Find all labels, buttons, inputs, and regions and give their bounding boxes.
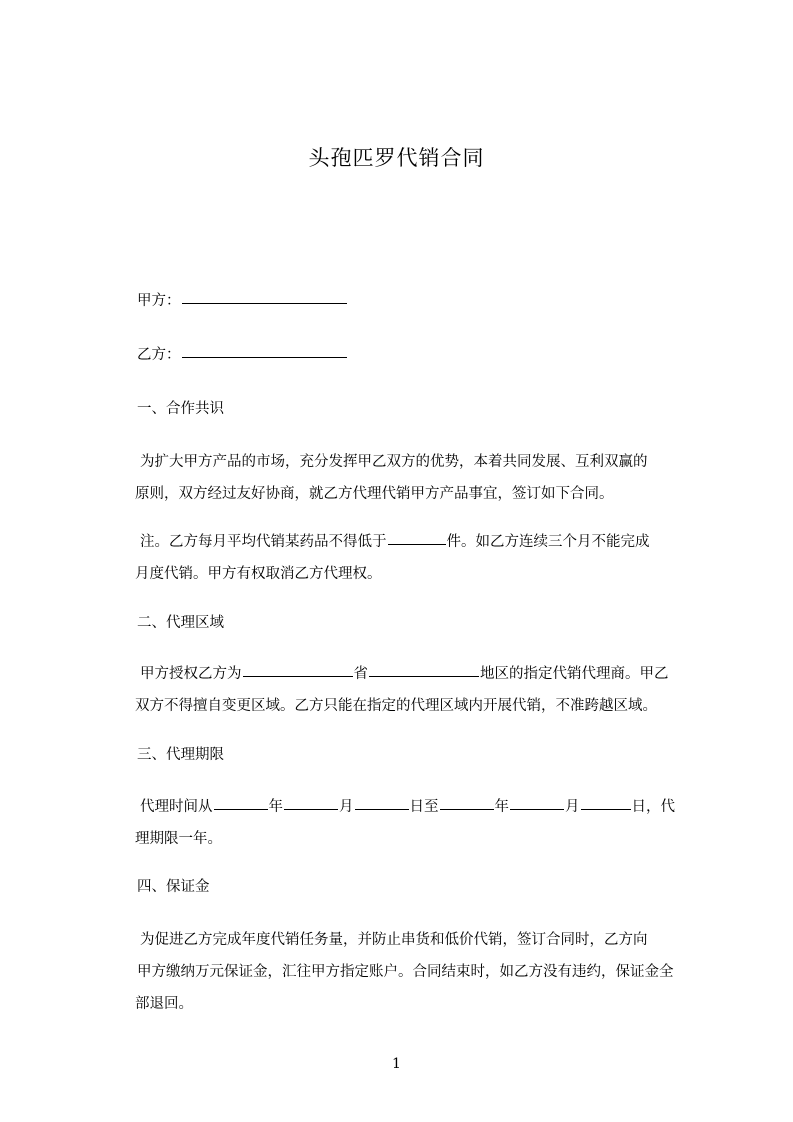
document-title: 头孢匹罗代销合同 (308, 146, 485, 170)
section2-paragraph (137, 658, 703, 722)
section2-line1: 甲方授权乙方为 省 地区的指定代销代理商。甲乙 (140, 666, 669, 682)
party-a-line (137, 291, 348, 311)
section3-heading: 三、代理期限 (137, 747, 224, 763)
party-a-blank (182, 302, 347, 304)
end-year-blank (440, 808, 494, 810)
section2-line2: 双方不得擅自变更区域。乙方只能在指定的代理区域内开展代销，不准跨越区域。 (135, 698, 657, 714)
section1-paragraph2 (137, 526, 703, 590)
section4-paragraph (137, 924, 703, 1020)
end-month-blank (510, 808, 564, 810)
section1-heading: 一、合作共识 (137, 401, 224, 417)
section1-paragraph1 (137, 446, 703, 510)
party-b-line (137, 345, 348, 365)
section4-line2: 甲方缴纳万元保证金，汇往甲方指定账户。合同结束时，如乙方没有违约，保证金全 (137, 964, 674, 980)
section1-p2-line1: 注。乙方每月平均代销某药品不得低于 件。如乙方连续三个月不能完成 (140, 534, 650, 550)
section4-line1: 为促进乙方完成年度代销任务量，并防止串货和低价代销，签订合同时，乙方向 (140, 932, 648, 948)
section3-paragraph (137, 791, 703, 855)
page-number: 1 (392, 1056, 401, 1072)
quantity-blank (388, 543, 446, 545)
region-blank (369, 675, 479, 677)
section3-line1: 代理时间从 年 月 日至 年 月 日，代 (140, 799, 675, 815)
party-b-blank (182, 356, 347, 358)
section1-p1-line2: 原则，双方经过友好协商，就乙方代理代销甲方产品事宜，签订如下合同。 (135, 486, 614, 502)
province-blank (243, 675, 353, 677)
end-day-blank (581, 808, 631, 810)
section3-line2: 理期限一年。 (135, 831, 222, 847)
start-day-blank (355, 808, 409, 810)
party-b-label: 乙方： (137, 347, 181, 363)
section4-line3: 部退回。 (135, 996, 193, 1012)
section1-p2-line2: 月度代销。甲方有权取消乙方代理权。 (135, 566, 382, 582)
start-year-blank (214, 808, 268, 810)
section2-heading: 二、代理区域 (137, 615, 224, 631)
start-month-blank (284, 808, 338, 810)
section4-heading: 四、保证金 (137, 879, 210, 895)
party-a-label: 甲方： (137, 293, 181, 309)
section1-p1-line1: 为扩大甲方产品的市场，充分发挥甲乙双方的优势，本着共同发展、互利双赢的 (140, 454, 648, 470)
